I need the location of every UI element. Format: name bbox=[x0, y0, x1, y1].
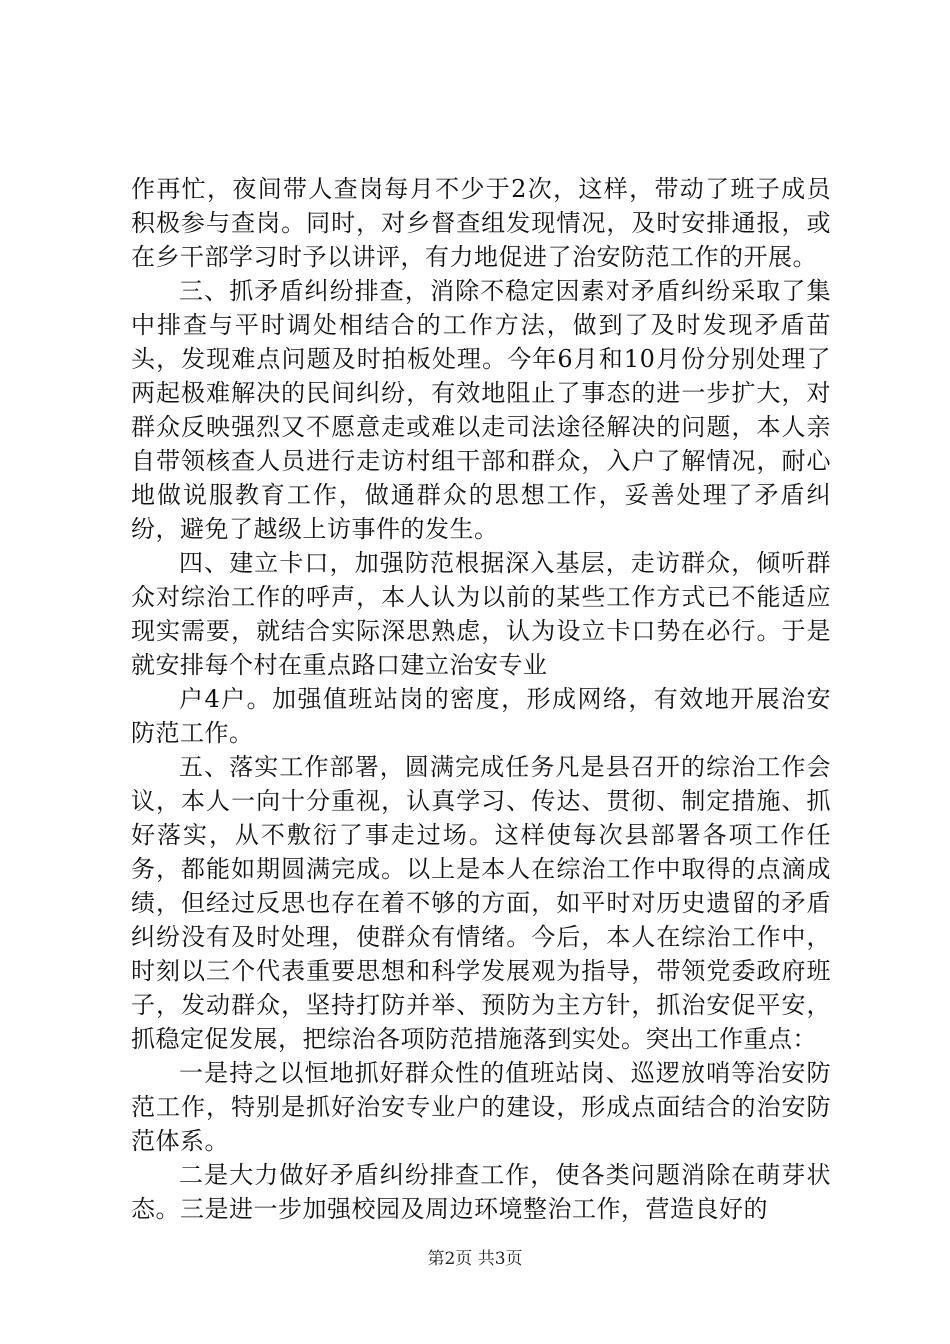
paragraph-section-five: 五、落实工作部署，圆满完成任务凡是县召开的综治工作会议，本人一向十分重视，认真学习、传达、贯彻、制定措施、抓好落实，从不敷衍了事走过场。这样使每次县部署各项工作任务，都能如期圆满完成。以上是本人在综治工作中取得的点滴成绩，但经过反思也存在着不够的方面，如平时对历史遗留的矛盾纠纷没有及时处理，使群众有情绪。今后，本人在综治工作中，时刻以三个代表重要思想和科学发展观为指导，带领党委政府班子，发动群众，坚持打防并举、预防为主方针，抓治安促平安，抓稳定促发展，把综治各项防范措施落到实处。突出工作重点： bbox=[131, 753, 831, 1053]
document-body bbox=[131, 172, 831, 1226]
page-number-footer: 第2页 共3页 bbox=[427, 1249, 523, 1269]
paragraph-point-two: 二是大力做好矛盾纠纷排查工作，使各类问题消除在萌芽状态。三是进一步加强校园及周边环境整治工作，营造良好的 bbox=[131, 1161, 831, 1223]
paragraph-section-three: 三、抓矛盾纠纷排查，消除不稳定因素对矛盾纠纷采取了集中排查与平时调处相结合的工作方法，做到了及时发现矛盾苗头，发现难点问题及时拍板处理。今年6月和10月份分别处理了两起极难解决的民间纠纷，有效地阻止了事态的进一步扩大，对群众反映强烈又不愿意走或难以走司法途径解决的问题，本人亲自带领核查人员进行走访村组干部和群众，入户了解情况，耐心地做说服教育工作，做通群众的思想工作，妥善处理了矛盾纠纷，避免了越级上访事件的发生。 bbox=[131, 277, 831, 543]
paragraph-section-four-continued: 户4户。加强值班站岗的密度，形成网络，有效地开展治安防范工作。 bbox=[131, 685, 831, 747]
paragraph-point-one: 一是持之以恒地抓好群众性的值班站岗、巡逻放哨等治安防范工作，特别是抓好治安专业户的建设，形成点面结合的治安防范体系。 bbox=[131, 1059, 831, 1155]
paragraph-continuation: 作再忙，夜间带人查岗每月不少于2次，这样，带动了班子成员积极参与查岗。同时，对乡督查组发现情况，及时安排通报，或在乡干部学习时予以讲评，有力地促进了治安防范工作的开展。 bbox=[131, 175, 831, 271]
paragraph-section-four: 四、建立卡口，加强防范根据深入基层，走访群众，倾听群众对综治工作的呼声，本人认为以前的某些工作方式已不能适应现实需要，就结合实际深思熟虑，认为设立卡口势在必行。于是就安排每个村在重点路口建立治安专业 bbox=[131, 549, 831, 679]
